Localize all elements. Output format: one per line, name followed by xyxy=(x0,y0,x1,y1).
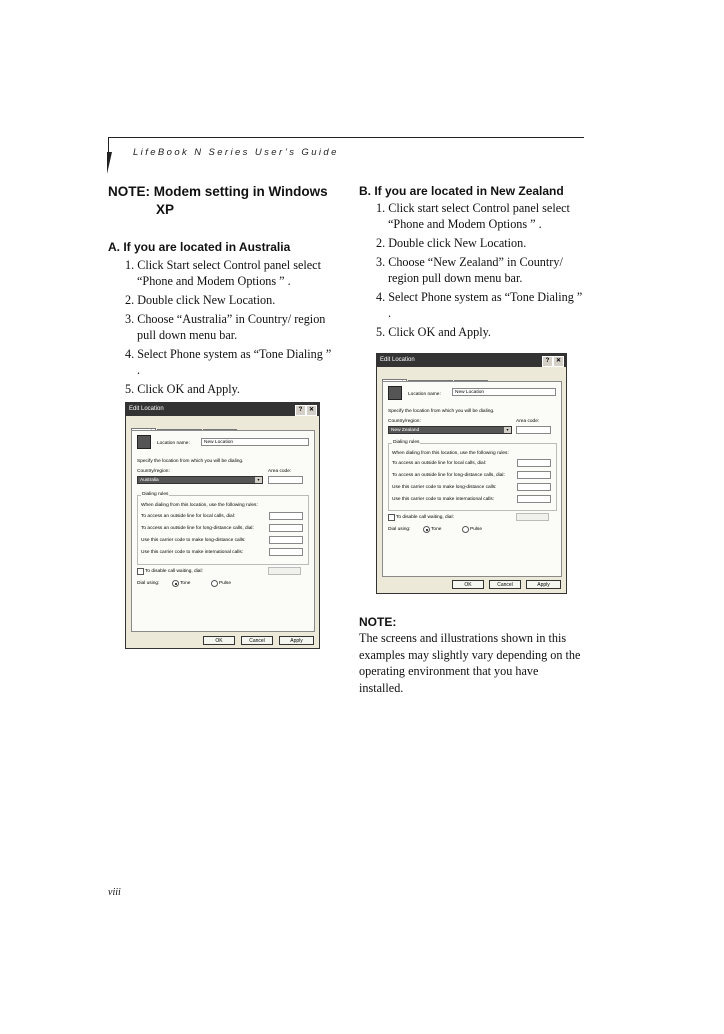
pulse-radio[interactable] xyxy=(462,526,469,533)
area-code-field[interactable] xyxy=(516,426,551,434)
country-value: Australia xyxy=(140,478,159,483)
note-heading-line2: XP xyxy=(156,202,175,217)
header-tab-mark xyxy=(107,152,112,174)
list-item: 5. Click OK and Apply. xyxy=(376,325,491,339)
call-waiting-checkbox[interactable] xyxy=(388,514,395,521)
list-item: 1. Click start select Control panel select “Phone and Modem Options ” . xyxy=(376,201,570,231)
area-code-field[interactable] xyxy=(268,476,303,484)
pulse-label: Pulse xyxy=(470,527,482,532)
tone-radio[interactable] xyxy=(423,526,430,533)
list-item: 4. Select Phone system as “Tone Dialing ” . xyxy=(125,347,332,377)
tone-label: Tone xyxy=(431,527,442,532)
rule-carrier-intl-label: Use this carrier code to make international calls: xyxy=(392,497,495,502)
dialog-tabs xyxy=(131,420,238,430)
apply-button[interactable]: Apply xyxy=(279,636,314,645)
country-select[interactable] xyxy=(388,426,512,434)
call-waiting-label: To disable call waiting, dial: xyxy=(396,515,454,520)
general-panel xyxy=(131,430,315,632)
section-b-heading: B. If you are located in New Zealand xyxy=(359,184,564,198)
local-line-field[interactable] xyxy=(517,459,551,467)
dialing-rules-group xyxy=(388,440,557,511)
call-waiting-select[interactable] xyxy=(268,567,301,575)
chevron-down-icon: ▾ xyxy=(504,427,511,433)
specify-text: Specify the location from which you will be dialing. xyxy=(137,459,244,464)
help-icon[interactable]: ? xyxy=(542,356,553,367)
list-item: 1. Click Start select Control panel select “Phone and Modem Options ” . xyxy=(125,258,321,288)
edit-location-dialog-australia xyxy=(125,402,320,649)
rules-intro: When dialing from this location, use the following rules: xyxy=(392,451,509,456)
carrier-ld-field[interactable] xyxy=(517,483,551,491)
close-icon[interactable]: ✕ xyxy=(306,405,317,416)
tone-radio[interactable] xyxy=(172,580,179,587)
local-line-field[interactable] xyxy=(269,512,303,520)
pulse-label: Pulse xyxy=(219,581,231,586)
country-label: Country/region: xyxy=(388,419,421,424)
rule-carrier-ld-label: Use this carrier code to make long-distance calls: xyxy=(141,538,246,543)
bottom-note-heading: NOTE: xyxy=(359,615,397,629)
area-code-label: Area code: xyxy=(268,469,292,474)
bottom-note xyxy=(359,614,585,696)
note-heading xyxy=(108,183,334,219)
rule-long-distance-label: To access an outside line for long-distance calls, dial: xyxy=(141,526,254,531)
running-header: LifeBook N Series User’s Guide xyxy=(133,147,339,158)
area-code-label: Area code: xyxy=(516,419,540,424)
rule-local-label: To access an outside line for local calls, dial: xyxy=(392,461,487,466)
page-number: viii xyxy=(108,887,121,898)
list-item: 4. Select Phone system as “Tone Dialing ” . xyxy=(376,290,583,320)
rule-local-label: To access an outside line for local calls, dial: xyxy=(141,514,236,519)
dial-using-label: Dial using: xyxy=(137,581,160,586)
country-select[interactable] xyxy=(137,476,263,484)
general-panel xyxy=(382,381,562,577)
section-a-heading: A. If you are located in Australia xyxy=(108,240,291,254)
carrier-ld-field[interactable] xyxy=(269,536,303,544)
call-waiting-label: To disable call waiting, dial: xyxy=(145,569,203,574)
dialog-titlebar xyxy=(126,403,319,416)
country-label: Country/region: xyxy=(137,469,170,474)
section-b-steps xyxy=(359,200,585,340)
specify-text: Specify the location from which you will be dialing. xyxy=(388,409,495,414)
rule-carrier-ld-label: Use this carrier code to make long-distance calls: xyxy=(392,485,497,490)
dialing-rules-label: Dialing rules xyxy=(393,440,420,445)
rules-intro: When dialing from this location, use the following rules: xyxy=(141,503,258,508)
edit-location-dialog-new-zealand xyxy=(376,353,567,594)
ok-button[interactable]: OK xyxy=(203,636,235,645)
left-column xyxy=(108,183,334,400)
list-item: 2. Double click New Location. xyxy=(376,236,527,250)
call-waiting-select[interactable] xyxy=(516,513,549,521)
carrier-intl-field[interactable] xyxy=(517,495,551,503)
section-a-steps xyxy=(108,257,334,397)
location-name-field[interactable]: New Location xyxy=(201,438,309,446)
dial-using-label: Dial using: xyxy=(388,527,411,532)
phone-icon xyxy=(388,386,402,400)
call-waiting-checkbox[interactable] xyxy=(137,568,144,575)
apply-button[interactable]: Apply xyxy=(526,580,561,589)
pulse-radio[interactable] xyxy=(211,580,218,587)
long-distance-field[interactable] xyxy=(517,471,551,479)
list-item: 3. Choose “New Zealand” in Country/ region pull down menu bar. xyxy=(376,255,563,285)
header-rule xyxy=(108,137,584,138)
dialing-rules-label: Dialing rules xyxy=(142,492,169,497)
list-item: 2. Double click New Location. xyxy=(125,293,276,307)
cancel-button[interactable]: Cancel xyxy=(489,580,521,589)
tone-label: Tone xyxy=(180,581,191,586)
list-item: 5. Click OK and Apply. xyxy=(125,382,240,396)
dialog-tabs xyxy=(382,371,489,381)
long-distance-field[interactable] xyxy=(269,524,303,532)
cancel-button[interactable]: Cancel xyxy=(241,636,273,645)
right-column xyxy=(359,183,585,343)
country-value: New Zealand xyxy=(391,428,420,433)
close-icon[interactable]: ✕ xyxy=(553,356,564,367)
dialing-rules-group xyxy=(137,492,309,565)
note-heading-line1: NOTE: Modem setting in Windows xyxy=(108,184,328,199)
phone-icon xyxy=(137,435,151,449)
bottom-note-text: The screens and illustrations shown in this examples may slightly vary depending on the operating environment that you have installed. xyxy=(359,631,581,695)
dialog-title: Edit Location xyxy=(129,406,164,412)
dialog-titlebar xyxy=(377,354,566,367)
help-icon[interactable]: ? xyxy=(295,405,306,416)
location-name-field[interactable]: New Location xyxy=(452,388,556,396)
location-name-label: Location name: xyxy=(157,441,190,446)
list-item: 3. Choose “Australia” in Country/ region pull down menu bar. xyxy=(125,312,326,342)
location-name-label: Location name: xyxy=(408,392,441,397)
dialog-title: Edit Location xyxy=(380,357,415,363)
rule-carrier-intl-label: Use this carrier code to make international calls: xyxy=(141,550,244,555)
chevron-down-icon: ▾ xyxy=(255,477,262,483)
rule-long-distance-label: To access an outside line for long-distance calls, dial: xyxy=(392,473,505,478)
ok-button[interactable]: OK xyxy=(452,580,484,589)
carrier-intl-field[interactable] xyxy=(269,548,303,556)
